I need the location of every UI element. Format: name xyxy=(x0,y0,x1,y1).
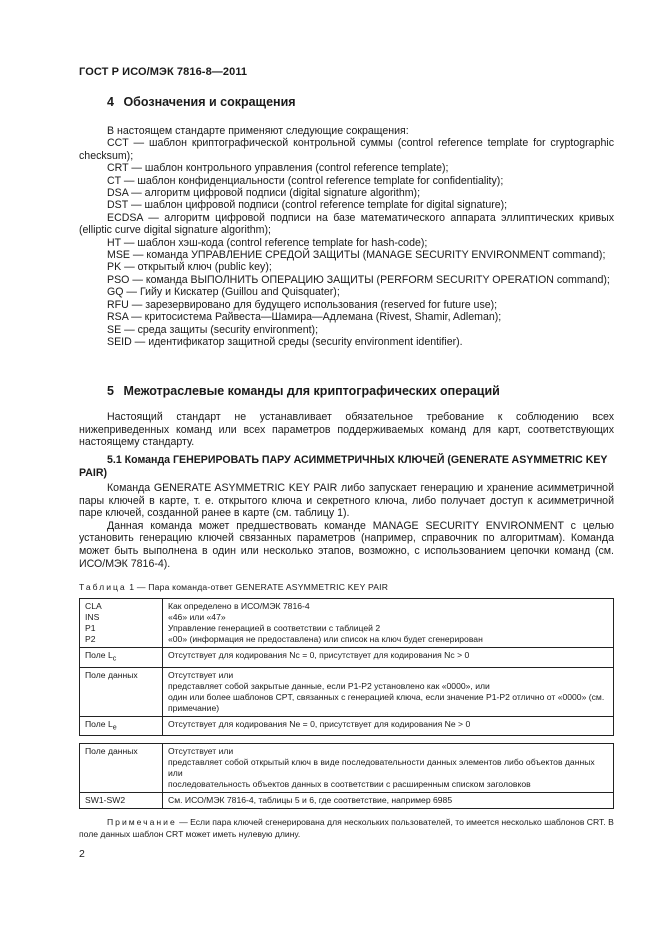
description-cell: См. ИСО/МЭК 7816-4, таблицы 5 и 6, где соответствие, например 6985 xyxy=(163,793,614,809)
abbreviation-item: GQ — Гийу и Кискатер (Guillou and Quisquater); xyxy=(107,286,340,299)
abbreviation-item: SE — среда защиты (security environment); xyxy=(107,323,319,336)
table-caption-text: 1 — Пара команда-ответ GENERATE ASYMMETRIC KEY PAIR xyxy=(129,582,389,592)
section-5-paragraph: Настоящий стандарт не устанавливает обязательное требование к соблюдению всех нижеприведенных команд или всех параметров поддерживаемых команд для карт, соответствующих настоящему стандарту. xyxy=(79,411,614,449)
table-caption xyxy=(79,582,388,592)
table-row xyxy=(80,599,614,648)
table-caption-label: Таблица xyxy=(79,582,127,592)
description-cell: Отсутствует или представляет собой закрытые данные, если P1-P2 установлено как «0000», или один или более шаблонов CPT, связанных с генерацией ключа, если значение P1-P2 отлично от «0000» (см. примечание) xyxy=(163,667,614,716)
section-4-number: 4 xyxy=(107,95,114,109)
section-5-number: 5 xyxy=(107,384,114,398)
note-text: — Если пара ключей сгенерирована для нескольких пользователей, то имеется несколько шаблонов CRT. В поле данных шаблон CRT может иметь нулевую длину. xyxy=(79,817,614,839)
table-row xyxy=(80,648,614,668)
abbreviation-item: SEID — идентификатор защитной среды (security environment identifier). xyxy=(107,335,463,348)
abbreviation-item: CT — шаблон конфиденциальности (control reference template for confidentiality); xyxy=(107,174,504,187)
abbreviation-item: PSO — команда ВЫПОЛНИТЬ ОПЕРАЦИЮ ЗАЩИТЫ (PERFORM SECURITY OPERATION command); xyxy=(107,273,610,286)
abbreviation-item: ECDSA — алгоритм цифровой подписи на базе математического аппарата эллиптических кривых (elliptic curve digital signature algorithm); xyxy=(79,211,614,237)
section-4-heading xyxy=(107,95,296,109)
abbreviation-item: PK — открытый ключ (public key); xyxy=(107,261,272,274)
field-cell: Поле данных xyxy=(80,667,163,716)
abbreviation-item: RFU — зарезервировано для будущего использования (reserved for future use); xyxy=(107,298,498,311)
section-5-heading xyxy=(107,384,500,398)
subsection-5-1-title: 5.1 Команда ГЕНЕРИРОВАТЬ ПАРУ АСИММЕТРИЧНЫХ КЛЮЧЕЙ (GENERATE ASYMMETRIC KEY PAIR) xyxy=(79,454,608,479)
response-table xyxy=(79,743,614,809)
abbreviation-item: CCT — шаблон криптографической контрольной суммы (control reference template for cryptographic checksum); xyxy=(79,137,614,162)
subsection-5-1-text xyxy=(79,482,614,570)
abbreviation-item: DST — шаблон цифровой подписи (control reference template for digital signature); xyxy=(107,199,508,212)
abbreviation-intro: В настоящем стандарте применяют следующие сокращения: xyxy=(107,125,409,137)
abbreviation-item: RSA — критосистема Райвеста—Шамира—Адлемана (Rivest, Shamir, Adleman); xyxy=(107,311,502,324)
description-cell: Отсутствует или представляет собой открытый ключ в виде последовательности данных элементов либо объектов данных или последовательность объектов данных в соответствии с расширенным списком заголовков xyxy=(163,744,614,793)
command-table xyxy=(79,598,614,736)
table-row xyxy=(80,793,614,809)
abbreviation-item: MSE — команда УПРАВЛЕНИЕ СРЕДОЙ ЗАЩИТЫ (MANAGE SECURITY ENVIRONMENT command); xyxy=(107,249,606,262)
description-cell: Отсутствует для кодирования Ne = 0, присутствует для кодирования Ne > 0 xyxy=(163,716,614,736)
field-cell: CLA INS P1 P2 xyxy=(80,599,163,648)
table-row xyxy=(80,744,614,793)
section-4-title: Обозначения и сокращения xyxy=(123,95,296,109)
abbreviation-item: CRT — шаблон контрольного управления (control reference template); xyxy=(107,162,449,175)
table-note xyxy=(79,817,614,840)
section-5-title: Межотраслевые команды для криптографических операций xyxy=(123,384,500,398)
abbreviation-item: DSA — алгоритм цифровой подписи (digital signature algorithm); xyxy=(107,187,421,200)
description-cell: Как определено в ИСО/МЭК 7816-4 «46» или «47» Управление генерацией в соответствии с таблицей 2 «00» (информация не предоставлена) или список на ключ будет сгенерирован xyxy=(163,599,614,648)
description-cell: Отсутствует для кодирования Nc = 0, присутствует для кодирования Nc > 0 xyxy=(163,648,614,668)
subsection-paragraph: Данная команда может предшествовать команде MANAGE SECURITY ENVIRONMENT с целью установить генерацию ключей связанных параметров (например, справочник по алгоритмам). Команда может быть выполнена в один или несколько этапов, возможно, с использованием цепочки команд (см. ИСО/МЭК 7816-4). xyxy=(79,519,614,570)
abbreviation-item: HT — шаблон хэш-кода (control reference template for hash-code); xyxy=(107,236,428,249)
table-row xyxy=(80,667,614,716)
subsection-paragraph: Команда GENERATE ASYMMETRIC KEY PAIR либо запускает генерацию и хранение асимметричной пары ключей в карте, т. е. открытого ключа и секретного ключа, либо получает доступ к асимметричной паре ключей, созданной ранее в карте (см. таблицу 1). xyxy=(79,482,614,520)
field-cell: SW1-SW2 xyxy=(80,793,163,809)
document-header: ГОСТ Р ИСО/МЭК 7816-8—2011 xyxy=(79,66,248,78)
abbreviation-list xyxy=(79,125,614,348)
field-cell: Поле $L_e$ xyxy=(80,716,163,736)
field-cell: Поле $L_c$ xyxy=(80,648,163,668)
page-number: 2 xyxy=(79,848,85,860)
note-label: Примечание xyxy=(107,817,177,827)
table-row xyxy=(80,716,614,736)
field-cell: Поле данных xyxy=(80,744,163,793)
